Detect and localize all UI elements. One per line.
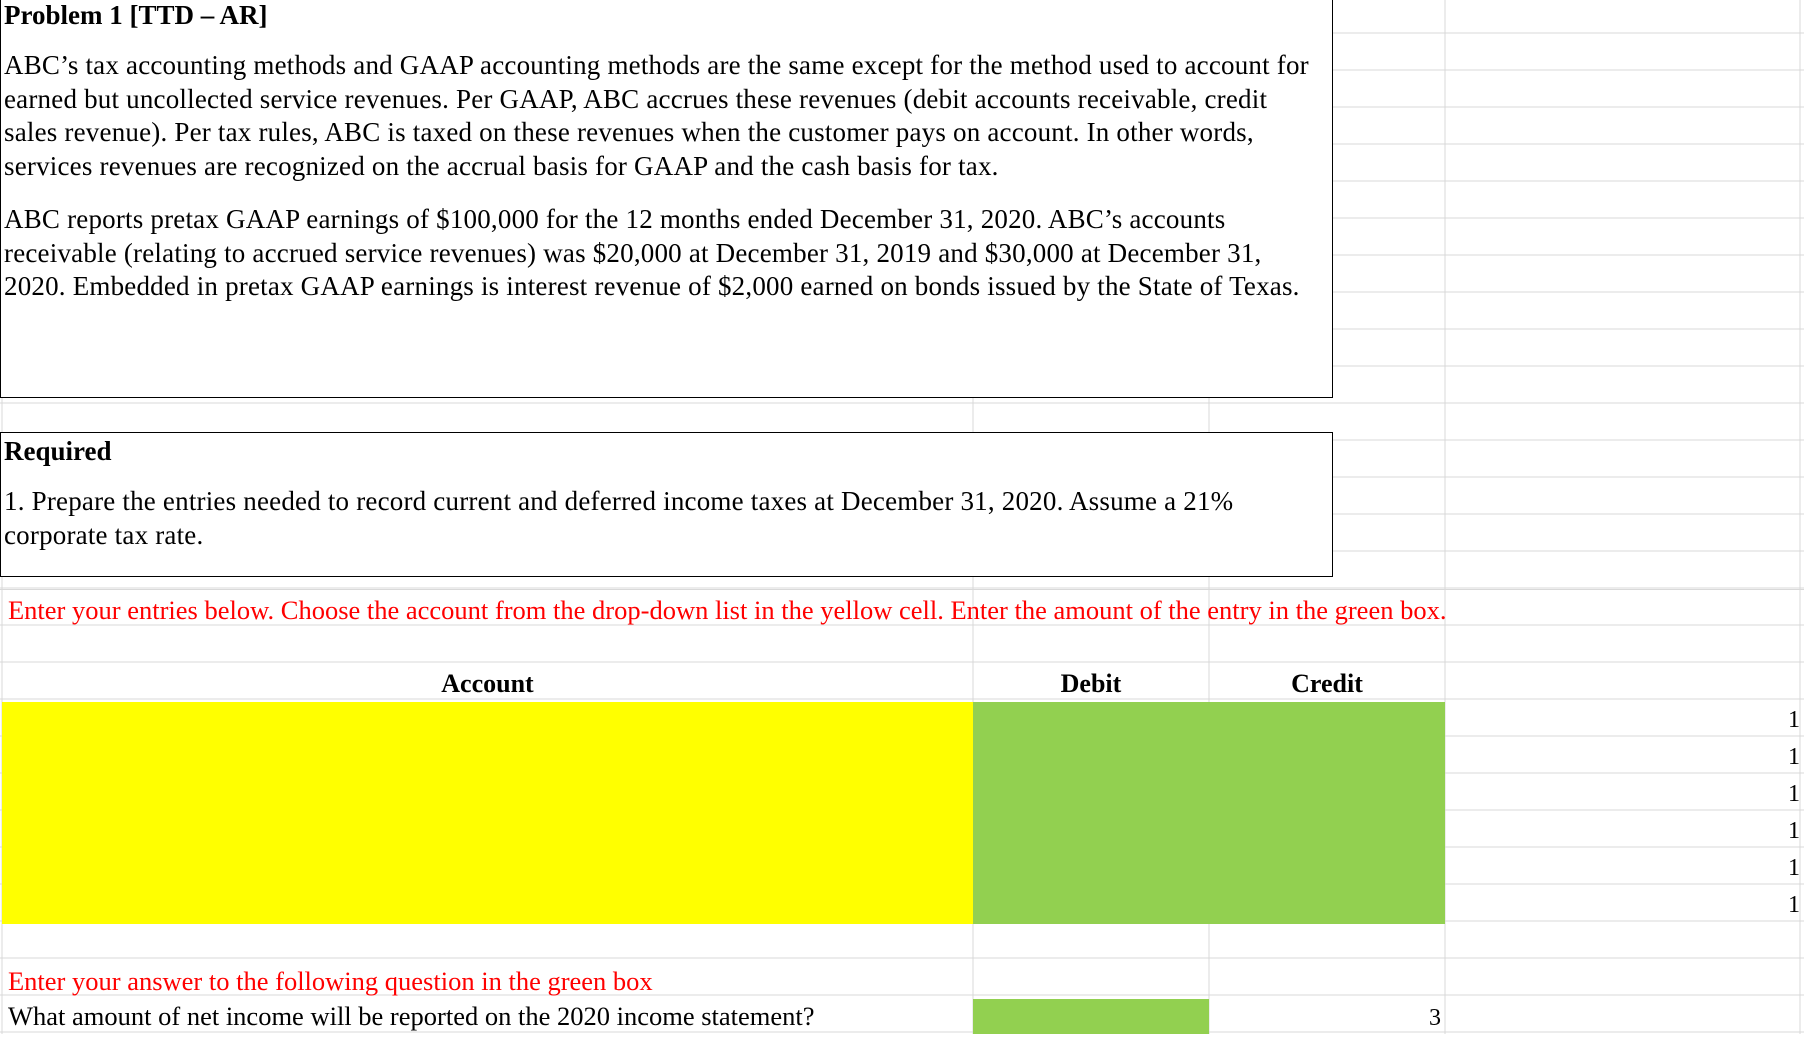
journal-entries [0,702,1804,922]
debit-input-cell[interactable] [973,702,1209,739]
debit-column-header: Debit [1060,669,1122,698]
account-column-header: Account [441,669,534,698]
answer-prompt: Enter your answer to the following question in the green box [8,966,653,996]
debit-input-cell[interactable] [973,739,1209,776]
account-dropdown-cell[interactable] [2,702,973,739]
journal-row [0,887,1804,924]
required-text: 1. Prepare the entries needed to record current and deferred income taxes at December 31, 2020. Assume a 21% corporate tax rate. [4,486,1234,550]
debit-input-cell[interactable] [973,887,1209,924]
debit-input-cell[interactable] [973,813,1209,850]
credit-input-cell[interactable] [1209,850,1445,887]
credit-input-cell[interactable] [1209,813,1445,850]
journal-row [0,776,1804,813]
row-points: 1 [1788,818,1800,844]
problem-paragraph-2: ABC reports pretax GAAP earnings of $100,000 for the 12 months ended December 31, 2020. ABC’s accounts receivable (relating to accrued service revenues) was $20,000 at December 31, 2019 and $30,000 at December 31, 2020. Embedded in pretax GAAP earnings is interest revenue of $2,000 earned on bonds issued by the State of Texas. [4,204,1300,301]
account-dropdown-cell[interactable] [2,850,973,887]
required-title: Required [4,436,112,466]
account-dropdown-cell[interactable] [2,739,973,776]
row-points: 1 [1788,744,1800,770]
net-income-input[interactable] [973,999,1209,1034]
instruction-underline [0,589,1804,590]
row-points: 1 [1788,781,1800,807]
entries-instruction: Enter your entries below. Choose the account from the drop-down list in the yellow cell. Enter the amount of the entry in the green box. [8,595,1447,625]
journal-row [0,702,1804,739]
account-dropdown-cell[interactable] [2,813,973,850]
journal-row [0,850,1804,887]
required-box [0,432,1333,577]
credit-input-cell[interactable] [1209,739,1445,776]
credit-input-cell[interactable] [1209,776,1445,813]
debit-input-cell[interactable] [973,850,1209,887]
row-points: 1 [1788,707,1800,733]
row-points: 1 [1788,892,1800,918]
journal-row [0,813,1804,850]
credit-column-header: Credit [1291,669,1363,698]
problem-paragraph-1: ABC’s tax accounting methods and GAAP accounting methods are the same except for the method used to account for earned but uncollected service revenues. Per GAAP, ABC accrues these revenues (debit accounts receivable, credit sales revenue). Per tax rules, ABC is taxed on these revenues when the customer pays on account. In other words, services revenues are recognized on the accrual basis for GAAP and the cash basis for tax. [4,50,1309,181]
debit-input-cell[interactable] [973,776,1209,813]
credit-input-cell[interactable] [1209,702,1445,739]
row-points: 1 [1788,855,1800,881]
journal-row [0,739,1804,776]
account-dropdown-cell[interactable] [2,776,973,813]
problem-box [0,0,1333,398]
problem-title: Problem 1 [TTD – AR] [4,0,268,30]
credit-input-cell[interactable] [1209,887,1445,924]
question-text: What amount of net income will be reported on the 2020 income statement? [8,1001,815,1031]
question-points: 3 [1429,1005,1441,1031]
account-dropdown-cell[interactable] [2,887,973,924]
